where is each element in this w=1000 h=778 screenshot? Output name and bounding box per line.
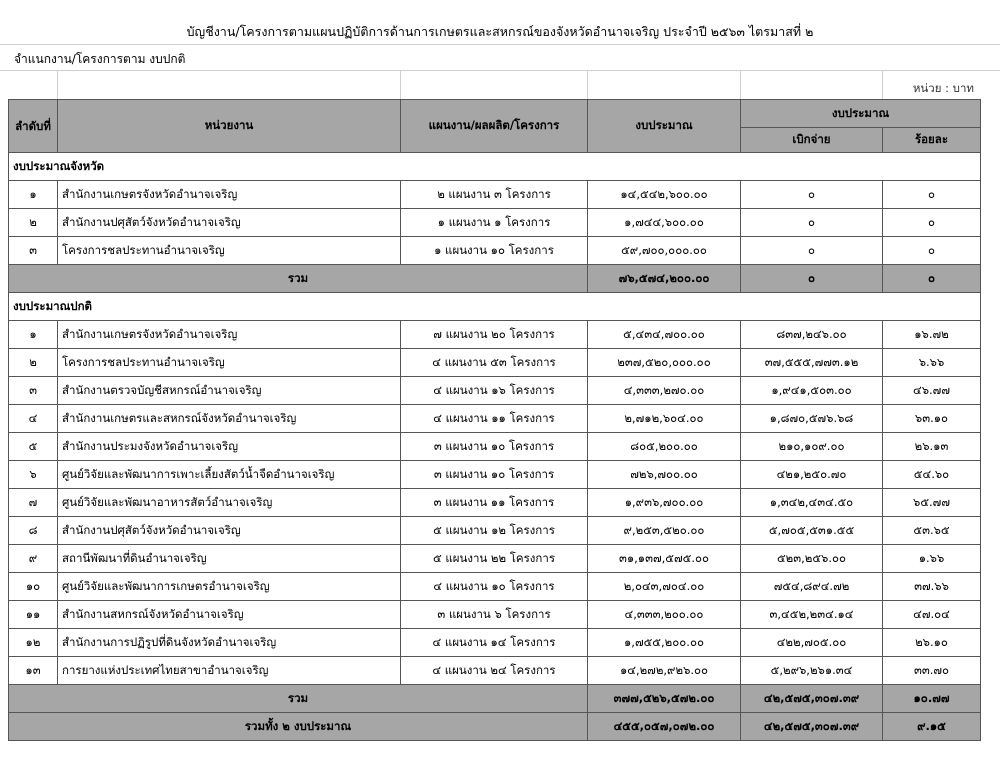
cell-plan: ๔ แผนงาน ๑๔ โครงการ [401, 629, 588, 657]
table-row [9, 405, 981, 433]
cell-agency: ศูนย์วิจัยและพัฒนาการเกษตรอำนาจเจริญ [58, 573, 401, 601]
table-row [9, 237, 981, 265]
cell-agency: ศูนย์วิจัยและพัฒนาการเพาะเลี้ยงสัตว์น้ำจืดอำนาจเจริญ [58, 461, 401, 489]
table-row [9, 517, 981, 545]
cell-disbursed: ๔๒๑,๒๕๐.๗๐ [741, 461, 883, 489]
table-row [9, 349, 981, 377]
cell-disbursed: ๐ [741, 209, 883, 237]
cell-disbursed: ๗๕๔,๘๙๔.๗๒ [741, 573, 883, 601]
total-label: รวม [9, 685, 588, 713]
cell-no: ๓ [9, 377, 58, 405]
table-row [9, 433, 981, 461]
cell-budget: ๑๔,๒๗๒,๙๒๖.๐๐ [588, 657, 741, 685]
total-disbursed: ๐ [741, 265, 883, 293]
grand-total-disbursed: ๔๒,๕๗๕,๓๐๗.๓๙ [741, 713, 883, 741]
header-disbursed: เบิกจ่าย [741, 128, 883, 153]
grid-line [400, 70, 401, 99]
header-budget: งบประมาณ [588, 100, 741, 153]
cell-disbursed: ๐ [741, 237, 883, 265]
document-subtitle: จำแนกงาน/โครงการตาม งบปกติ [14, 52, 186, 66]
cell-budget: ๔,๓๓๓,๒๗๐.๐๐ [588, 377, 741, 405]
cell-disbursed: ๕๒๓,๒๕๖.๐๐ [741, 545, 883, 573]
cell-budget: ๒๓๗,๕๒๐,๐๐๐.๐๐ [588, 349, 741, 377]
cell-disbursed: ๕,๗๐๕,๕๓๑.๕๕ [741, 517, 883, 545]
table-row [9, 321, 981, 349]
cell-agency: โครงการชลประทานอำนาจเจริญ [58, 349, 401, 377]
cell-no: ๑ [9, 321, 58, 349]
cell-disbursed: ๐ [741, 181, 883, 209]
cell-percent: ๒๖.๑๐ [883, 629, 981, 657]
cell-percent: ๐ [883, 237, 981, 265]
cell-plan: ๒ แผนงาน ๓ โครงการ [401, 181, 588, 209]
table-row [9, 629, 981, 657]
total-percent: ๐ [883, 265, 981, 293]
cell-plan: ๑ แผนงาน ๑ โครงการ [401, 209, 588, 237]
table-row [9, 573, 981, 601]
cell-budget: ๑๔,๕๔๒,๖๐๐.๐๐ [588, 181, 741, 209]
cell-agency: ศูนย์วิจัยและพัฒนาอาหารสัตว์อำนาจเจริญ [58, 489, 401, 517]
document-title: บัญชีงาน/โครงการตามแผนปฏิบัติการด้านการเกษตรและสหกรณ์ของจังหวัดอำนาจเจริญ ประจำปี ๒๕๖๓ ไตรมาสที่ ๒ [186, 24, 814, 39]
cell-percent: ๖.๖๖ [883, 349, 981, 377]
cell-budget: ๔,๓๓๓,๒๐๐.๐๐ [588, 601, 741, 629]
cell-agency: สำนักงานการปฏิรูปที่ดินจังหวัดอำนาจเจริญ [58, 629, 401, 657]
cell-budget: ๘๐๕,๒๐๐.๐๐ [588, 433, 741, 461]
cell-plan: ๑ แผนงาน ๑๐ โครงการ [401, 237, 588, 265]
cell-budget: ๑,๙๓๖,๗๐๐.๐๐ [588, 489, 741, 517]
cell-no: ๑๐ [9, 573, 58, 601]
cell-no: ๖ [9, 461, 58, 489]
cell-no: ๑๑ [9, 601, 58, 629]
cell-agency: สำนักงานปศุสัตว์จังหวัดอำนาจเจริญ [58, 517, 401, 545]
cell-plan: ๗ แผนงาน ๒๐ โครงการ [401, 321, 588, 349]
cell-budget: ๑,๗๕๕,๒๐๐.๐๐ [588, 629, 741, 657]
cell-disbursed: ๔๒๒,๗๐๕.๐๐ [741, 629, 883, 657]
cell-percent: ๕๔.๖๐ [883, 461, 981, 489]
grid-line [882, 70, 883, 99]
cell-no: ๒ [9, 349, 58, 377]
total-disbursed: ๔๒,๕๗๕,๓๐๗.๓๙ [741, 685, 883, 713]
cell-agency: สำนักงานสหกรณ์จังหวัดอำนาจเจริญ [58, 601, 401, 629]
section-title: งบประมาณปกติ [9, 293, 981, 321]
cell-budget: ๑,๗๔๔,๖๐๐.๐๐ [588, 209, 741, 237]
total-row [9, 265, 981, 293]
cell-plan: ๓ แผนงาน ๑๐ โครงการ [401, 461, 588, 489]
header-agency: หน่วยงาน [58, 100, 401, 153]
table-row [9, 181, 981, 209]
cell-agency: สถานีพัฒนาที่ดินอำนาจเจริญ [58, 545, 401, 573]
cell-no: ๑๒ [9, 629, 58, 657]
cell-disbursed: ๑,๓๔๒,๔๓๔.๕๐ [741, 489, 883, 517]
cell-percent: ๔๗.๐๔ [883, 601, 981, 629]
cell-agency: สำนักงานปศุสัตว์จังหวัดอำนาจเจริญ [58, 209, 401, 237]
total-budget: ๗๖,๕๗๔,๒๐๐.๐๐ [588, 265, 741, 293]
cell-disbursed: ๒๑๐,๑๐๙.๐๐ [741, 433, 883, 461]
grid-line [0, 70, 1000, 71]
total-label: รวม [9, 265, 588, 293]
cell-no: ๑ [9, 181, 58, 209]
grand-total-row [9, 713, 981, 741]
cell-percent: ๐ [883, 209, 981, 237]
table-row [9, 657, 981, 685]
cell-no: ๒ [9, 209, 58, 237]
cell-disbursed: ๓๗,๕๕๕,๗๗๓.๑๒ [741, 349, 883, 377]
table-row [9, 209, 981, 237]
cell-plan: ๕ แผนงาน ๒๒ โครงการ [401, 545, 588, 573]
cell-agency: สำนักงานตรวจบัญชีสหกรณ์อำนาจเจริญ [58, 377, 401, 405]
cell-percent: ๒๖.๑๓ [883, 433, 981, 461]
table-row [9, 489, 981, 517]
unit-label: หน่วย : บาท [912, 81, 974, 95]
cell-agency: สำนักงานเกษตรจังหวัดอำนาจเจริญ [58, 181, 401, 209]
cell-disbursed: ๓,๔๕๒,๒๓๔.๑๔ [741, 601, 883, 629]
cell-no: ๕ [9, 433, 58, 461]
cell-no: ๑๓ [9, 657, 58, 685]
cell-no: ๙ [9, 545, 58, 573]
cell-percent: ๖๓.๑๐ [883, 405, 981, 433]
total-budget: ๓๗๗,๕๒๖,๕๗๒.๐๐ [588, 685, 741, 713]
cell-plan: ๓ แผนงาน ๑๐ โครงการ [401, 433, 588, 461]
cell-no: ๗ [9, 489, 58, 517]
grand-total-percent: ๙.๑๕ [883, 713, 981, 741]
header-budget-group: งบประมาณ [741, 100, 981, 128]
cell-budget: ๒,๗๑๒,๖๐๔.๐๐ [588, 405, 741, 433]
cell-budget: ๙,๒๕๓,๕๒๐.๐๐ [588, 517, 741, 545]
budget-table [8, 99, 981, 741]
total-percent: ๑๐.๗๗ [883, 685, 981, 713]
cell-disbursed: ๑,๙๔๑,๕๐๓.๐๐ [741, 377, 883, 405]
cell-percent: ๖๕.๗๗ [883, 489, 981, 517]
cell-budget: ๕,๔๓๔,๗๐๐.๐๐ [588, 321, 741, 349]
cell-disbursed: ๕,๒๙๖,๒๖๑.๓๔ [741, 657, 883, 685]
cell-plan: ๔ แผนงาน ๑๐ โครงการ [401, 573, 588, 601]
cell-plan: ๔ แผนงาน ๑๖ โครงการ [401, 377, 588, 405]
cell-disbursed: ๑,๘๗๐,๕๗๖.๖๘ [741, 405, 883, 433]
table-row [9, 461, 981, 489]
cell-plan: ๔ แผนงาน ๒๔ โครงการ [401, 657, 588, 685]
cell-budget: ๒,๐๔๓,๗๐๔.๐๐ [588, 573, 741, 601]
total-row [9, 685, 981, 713]
cell-plan: ๔ แผนงาน ๑๑ โครงการ [401, 405, 588, 433]
header-no: ลำดับที่ [9, 100, 58, 153]
cell-percent: ๕๓.๖๕ [883, 517, 981, 545]
cell-agency: สำนักงานเกษตรจังหวัดอำนาจเจริญ [58, 321, 401, 349]
section-title: งบประมาณจังหวัด [9, 153, 981, 181]
cell-budget: ๓๑,๑๓๗,๕๗๕.๐๐ [588, 545, 741, 573]
cell-plan: ๔ แผนงาน ๕๓ โครงการ [401, 349, 588, 377]
cell-plan: ๓ แผนงาน ๖ โครงการ [401, 601, 588, 629]
cell-plan: ๕ แผนงาน ๑๒ โครงการ [401, 517, 588, 545]
cell-agency: สำนักงานประมงจังหวัดอำนาจเจริญ [58, 433, 401, 461]
cell-agency: โครงการชลประทานอำนาจเจริญ [58, 237, 401, 265]
cell-percent: ๔๖.๗๗ [883, 377, 981, 405]
table-row [9, 601, 981, 629]
header-plan: แผนงาน/ผลผลิต/โครงการ [401, 100, 588, 153]
cell-no: ๔ [9, 405, 58, 433]
cell-budget: ๗๒๖,๗๐๐.๐๐ [588, 461, 741, 489]
cell-percent: ๑๖.๗๒ [883, 321, 981, 349]
cell-no: ๘ [9, 517, 58, 545]
cell-disbursed: ๘๓๗,๒๔๖.๐๐ [741, 321, 883, 349]
grand-total-label: รวมทั้ง ๒ งบประมาณ [9, 713, 588, 741]
table-row [9, 377, 981, 405]
header-percent: ร้อยละ [883, 128, 981, 153]
cell-budget: ๕๙,๗๐๐,๐๐๐.๐๐ [588, 237, 741, 265]
grid-line [740, 70, 741, 99]
cell-percent: ๐ [883, 181, 981, 209]
grid-line [0, 44, 1000, 45]
grand-total-budget: ๔๕๕,๐๕๗,๐๗๒.๐๐ [588, 713, 741, 741]
grid-line [57, 70, 58, 99]
cell-percent: ๑.๖๖ [883, 545, 981, 573]
grid-line [587, 70, 588, 99]
cell-agency: สำนักงานเกษตรและสหกรณ์จังหวัดอำนาจเจริญ [58, 405, 401, 433]
cell-no: ๓ [9, 237, 58, 265]
table-row [9, 545, 981, 573]
cell-percent: ๓๗.๖๖ [883, 573, 981, 601]
cell-plan: ๓ แผนงาน ๑๑ โครงการ [401, 489, 588, 517]
cell-agency: การยางแห่งประเทศไทยสาขาอำนาจเจริญ [58, 657, 401, 685]
cell-percent: ๓๓.๗๐ [883, 657, 981, 685]
